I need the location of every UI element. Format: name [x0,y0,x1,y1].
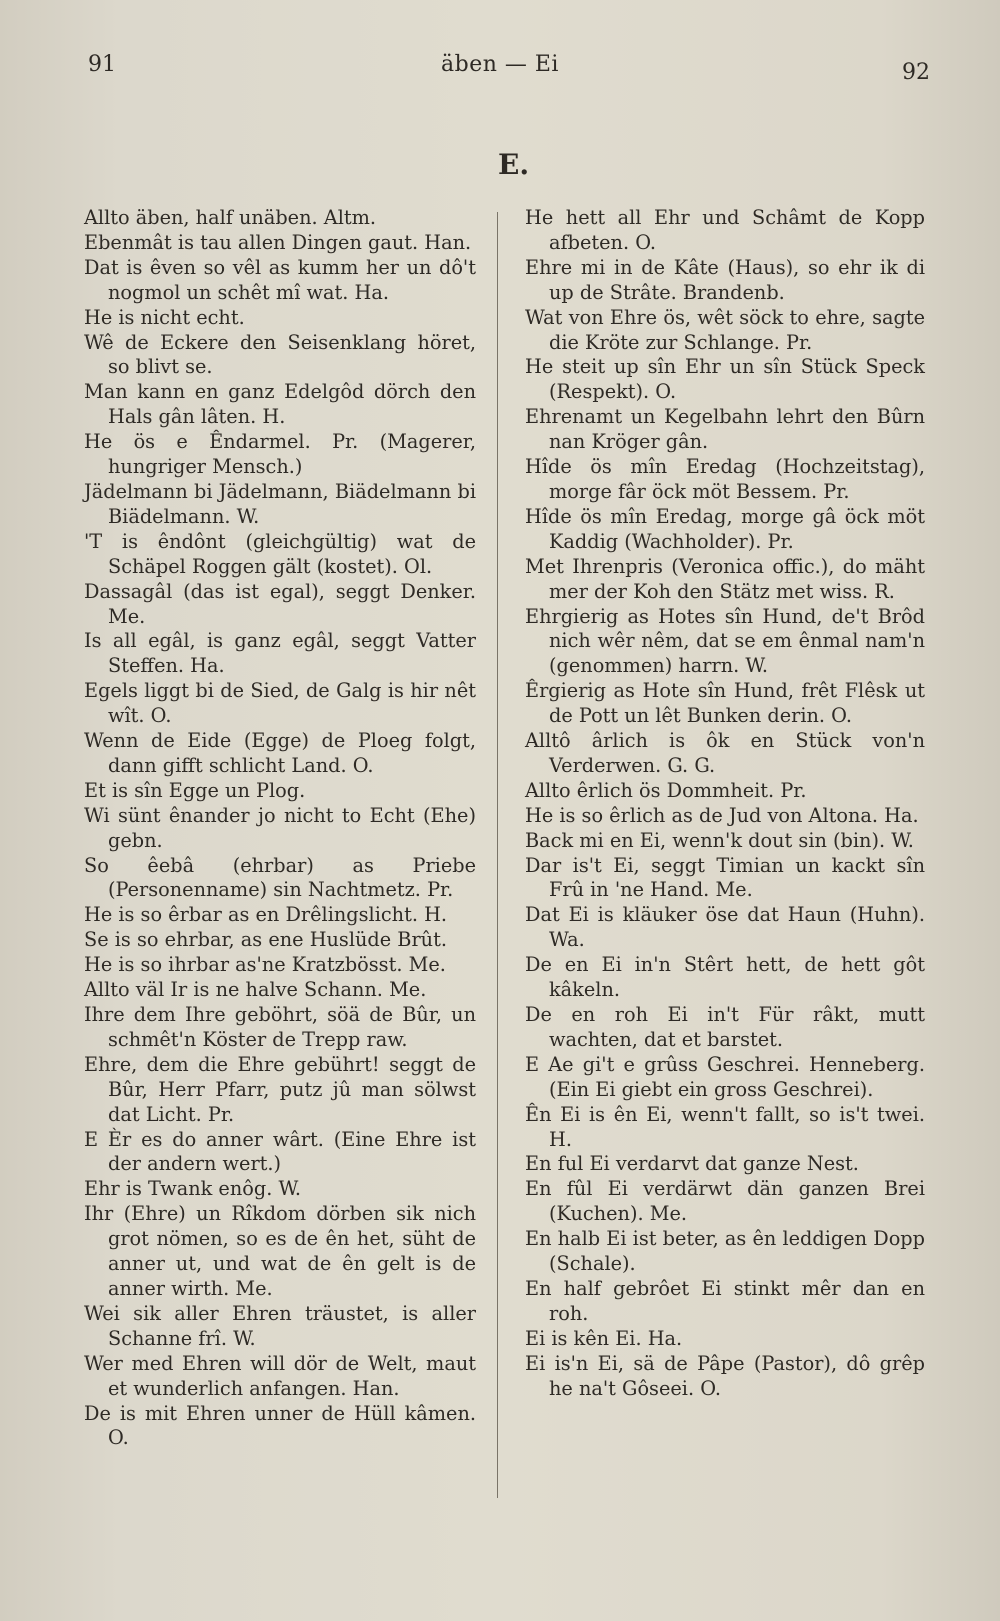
proverb-entry: De is mit Ehren unner de Hüll kâmen. O. [84,1401,476,1450]
proverb-entry: De en roh Ei in't Für râkt, mutt wachten, dat et barstet. [525,1003,925,1051]
proverb-entry: Ehre, dem die Ehre gebührt! seggt de Bûr, Herr Pfarr, putz jû man sölwst dat Licht. Pr. [84,1052,476,1126]
proverb-entry: E Ae gi't e grûss Geschrei. Henneberg. (Ein Ei giebt ein gross Geschrei). [525,1052,925,1101]
proverb-entry: Ebenmât is tau allen Dingen gaut. Han. [84,230,472,254]
left-column [84,206,476,1451]
proverb-entry: Dat is êven so vêl as kumm her un dô't nogmol un schêt mî wat. Ha. [84,255,476,304]
proverb-entry: Ehre mi in de Kâte (Haus), so ehr ik di up de Strâte. Brandenb. [525,255,925,304]
proverb-entry: Et is sîn Egge un Plog. [84,778,306,802]
proverb-entry: En half gebrôet Ei stinkt mêr dan en roh. [525,1276,925,1325]
proverb-entry: Hîde ös mîn Eredag (Hochzeitstag), morge fâr öck möt Bessem. Pr. [525,455,925,503]
proverb-entry: Allto êrlich ös Dommheit. Pr. [525,778,807,802]
left-page-number: 91 [88,52,116,77]
proverb-entry: Ei is'n Ei, sä de Pâpe (Pastor), dô grêp he na't Gôseei. O. [525,1351,925,1400]
proverb-entry: He ös e Êndarmel. Pr. (Magerer, hungriger Mensch.) [84,430,476,479]
proverb-entry: Met Ihrenpris (Veronica offic.), do mäht mer der Koh den Stätz met wiss. R. [525,554,925,603]
proverb-entry: He is so êrlich as de Jud von Altona. Ha. [525,803,919,827]
running-head: äben — Ei [441,52,559,77]
proverb-entry: De en Ei in'n Stêrt hett, de hett gôt kâkeln. [525,953,925,1002]
proverb-entry: 'T is êndônt (gleichgültig) wat de Schäpel Roggen gält (kostet). Ol. [84,529,476,578]
column-divider [497,212,498,1498]
proverb-entry: Jädelmann bi Jädelmann, Biädelmann bi Biädelmann. W. [84,479,476,528]
proverb-entry: He hett all Ehr und Schâmt de Kopp afbeten. O. [525,206,925,254]
proverb-entry: Ihr (Ehre) un Rîkdom dörben sik nich grot nömen, so es de ên het, süht de anner ut, und wat de ên gelt is de anner wirth. Me. [84,1202,476,1300]
proverb-entry: Back mi en Ei, wenn'k dout sin (bin). W. [525,828,914,852]
proverb-entry: He steit up sîn Ehr un sîn Stück Speck (Respekt). O. [525,355,925,404]
proverb-entry: Egels liggt bi de Sied, de Galg is hir nêt wît. O. [84,679,476,728]
proverb-entry: Hîde ös mîn Eredag, morge gâ öck möt Kaddig (Wachholder). Pr. [525,504,925,553]
proverb-entry: Ên Ei is ên Ei, wenn't fallt, so is't twei. H. [525,1102,925,1151]
page-header [0,52,1000,88]
proverb-entry: Wê de Eckere den Seisenklang höret, so blivt se. [84,330,476,379]
proverb-entry: Allto väl Ir is ne halve Schann. Me. [84,978,427,1002]
proverb-entry: E Èr es do anner wârt. (Eine Ehre ist der andern wert.) [84,1127,476,1176]
proverb-entry: He is so êrbar as en Drêlingslicht. H. [84,903,448,927]
proverb-entry: Ei is kên Ei. Ha. [525,1326,683,1350]
proverb-entry: Dat Ei is kläuker öse dat Haun (Huhn). Wa. [525,903,925,952]
right-page-number: 92 [902,60,930,85]
proverb-entry: Ehrenamt un Kegelbahn lehrt den Bûrn nan Kröger gân. [525,405,925,454]
proverb-entry: Dar is't Ei, seggt Timian un kackt sîn Frû in 'ne Hand. Me. [525,853,925,902]
proverb-entry: Alltô ârlich is ôk en Stück von'n Verderwen. G. G. [525,729,925,777]
proverb-entry: He is so ihrbar as'ne Kratzbösst. Me. [84,953,446,977]
proverb-entry: Ehrgierig as Hotes sîn Hund, de't Brôd nich wêr nêm, dat se em ênmal nam'n (genommen) harrn. W. [525,604,925,678]
proverb-entry: Wenn de Eide (Egge) de Ploeg folgt, dann gifft schlicht Land. O. [84,729,476,777]
proverb-entry: So êebâ (ehrbar) as Priebe (Personenname) sin Nachtmetz. Pr. [84,853,476,902]
proverb-entry: Wat von Ehre ös, wêt söck to ehre, sagte die Kröte zur Schlange. Pr. [525,305,925,354]
proverb-entry: Dassagâl (das ist egal), seggt Denker. Me. [84,579,476,628]
proverb-entry: Se is so ehrbar, as ene Huslüde Brût. [84,928,447,952]
section-letter: E. [498,148,530,181]
proverb-entry: Wer med Ehren will dör de Welt, maut et wunderlich anfangen. Han. [84,1351,476,1400]
proverb-entry: Wei sik aller Ehren träustet, is aller Schanne frî. W. [84,1301,476,1350]
proverb-entry: En ful Ei verdarvt dat ganze Nest. [525,1152,859,1176]
proverb-entry: Allto äben, half unäben. Altm. [84,206,377,229]
proverb-entry: Wi sünt ênander jo nicht to Echt (Ehe) gebn. [84,803,476,852]
right-column [525,206,925,1402]
proverb-entry: Man kann en ganz Edelgôd dörch den Hals gân lâten. H. [84,380,476,429]
proverb-entry: Is all egâl, is ganz egâl, seggt Vatter Steffen. Ha. [84,629,476,678]
proverb-entry: En fûl Ei verdärwt dän ganzen Brei (Kuchen). Me. [525,1177,925,1226]
proverb-entry: En halb Ei ist beter, as ên leddigen Dopp (Schale). [525,1227,925,1276]
proverb-entry: Êrgierig as Hote sîn Hund, frêt Flêsk ut de Pott un lêt Bunken derin. O. [525,679,925,728]
proverb-entry: He is nicht echt. [84,305,245,329]
proverb-entry: Ehr is Twank enôg. W. [84,1177,302,1201]
proverb-entry: Ihre dem Ihre geböhrt, söä de Bûr, un schmêt'n Köster de Trepp raw. [84,1003,476,1051]
